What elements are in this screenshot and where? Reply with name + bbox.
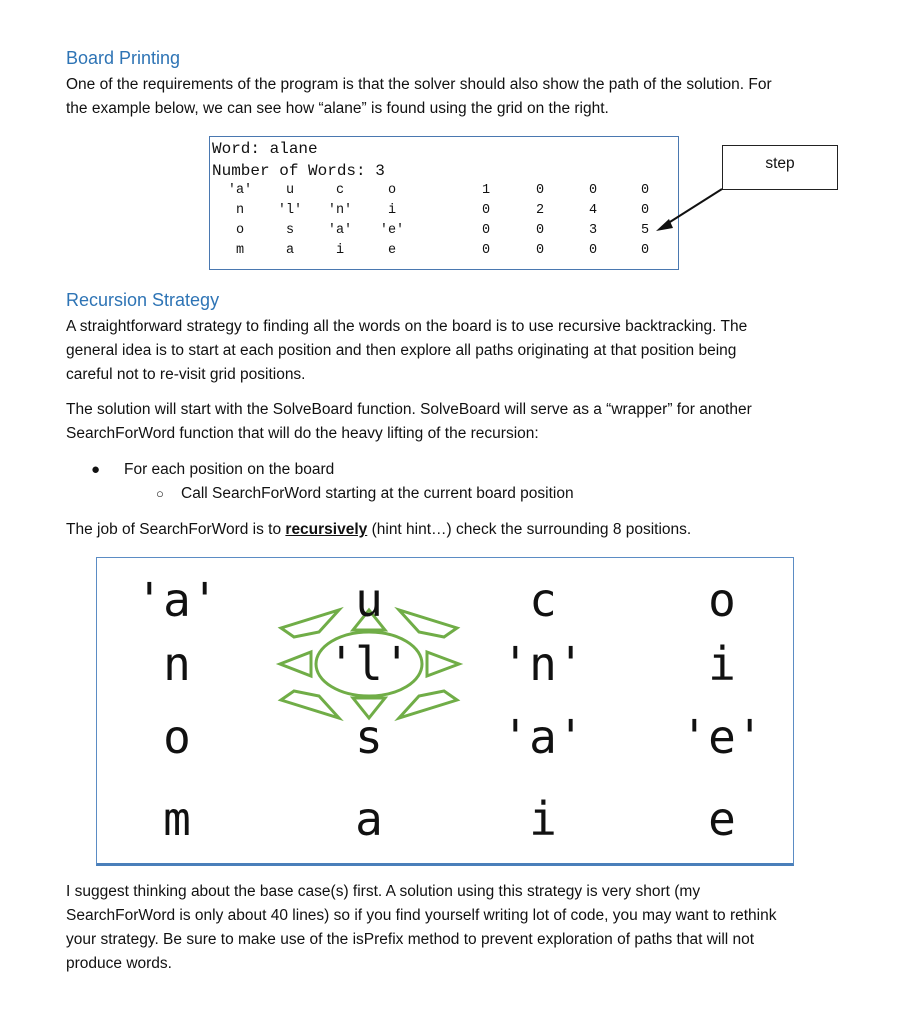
recursion-strategy-heading: Recursion Strategy <box>66 290 220 310</box>
paragraph-line: One of the requirements of the program is that the solver should also show the path of the solution. For <box>66 76 772 93</box>
board-printing-heading: Board Printing <box>66 48 181 68</box>
list-item-text: For each position on the board <box>124 461 335 478</box>
letter-cell: 'a' <box>327 223 353 238</box>
board-letter: 'e' <box>680 710 764 764</box>
letter-cell: 'l' <box>277 203 303 218</box>
sentence-text: The job of SearchForWord is to <box>66 521 286 538</box>
board-letter: u <box>355 573 383 627</box>
step-cell: 0 <box>640 183 650 198</box>
board-letter: 'n' <box>501 637 585 691</box>
paragraph-line: SearchForWord function that will do the heavy lifting of the recursion: <box>66 425 539 442</box>
step-cell: 4 <box>588 203 598 218</box>
board-letter: 'a' <box>135 573 219 627</box>
list-item-text: Call SearchForWord starting at the current board position <box>181 485 574 502</box>
step-cell: 0 <box>588 243 598 258</box>
letter-cell: n <box>235 203 245 218</box>
paragraph-line: the example below, we can see how “alane” is found using the grid on the right. <box>66 100 609 117</box>
closing-paragraph <box>66 880 776 976</box>
board-letter: e <box>708 792 736 846</box>
letter-cell: 'n' <box>327 203 353 218</box>
paragraph-line: A straightforward strategy to finding all the words on the board is to use recursive backtracking. The <box>66 318 748 335</box>
board-letter: m <box>163 792 191 846</box>
letter-cell: 'e' <box>379 223 405 238</box>
letter-cell: 'a' <box>227 183 253 198</box>
paragraph-line: SearchForWord is only about 40 lines) so if you find yourself writing lot of code, you may want to rethink <box>66 907 777 924</box>
letter-cell: s <box>285 223 295 238</box>
step-cell: 0 <box>640 203 650 218</box>
recursion-paragraph-1 <box>66 315 747 387</box>
board-letter: 'l' <box>327 637 411 691</box>
board-letter: c <box>529 573 557 627</box>
step-cell: 0 <box>481 223 491 238</box>
paragraph-line: I suggest thinking about the base case(s) first. A solution using this strategy is very short (my <box>66 883 701 900</box>
step-cell: 0 <box>535 243 545 258</box>
step-cell: 2 <box>535 203 545 218</box>
word-count-line: Number of Words: 3 <box>212 162 385 180</box>
letter-cell: a <box>285 243 295 258</box>
letter-cell: i <box>387 203 397 218</box>
word-line: Word: alane <box>212 140 318 158</box>
paragraph-line: your strategy. Be sure to make use of the isPrefix method to prevent exploration of paths that will not <box>66 931 755 948</box>
paragraph-line: The solution will start with the SolveBoard function. SolveBoard will serve as a “wrapper” for another <box>66 401 752 418</box>
letter-cell: o <box>387 183 397 198</box>
letter-cell: e <box>387 243 397 258</box>
sentence-text: (hint hint…) check the surrounding 8 positions. <box>367 521 692 538</box>
paragraph-line: produce words. <box>66 955 172 972</box>
letter-cell: u <box>285 183 295 198</box>
letter-cell: o <box>235 223 245 238</box>
letter-cell: i <box>335 243 345 258</box>
step-cell: 0 <box>481 203 491 218</box>
paragraph-line: general idea is to start at each position and then explore all paths originating at that position being <box>66 342 737 359</box>
letter-cell: c <box>335 183 345 198</box>
bullet-circle-icon: ○ <box>156 486 164 501</box>
step-cell: 0 <box>535 223 545 238</box>
board-letter: i <box>529 792 557 846</box>
emphasis-text: recursively <box>285 521 368 538</box>
board-letter: i <box>708 637 736 691</box>
board-letter: n <box>163 637 191 691</box>
letter-cell: m <box>235 243 245 258</box>
step-cell: 0 <box>640 243 650 258</box>
step-cell: 1 <box>481 183 491 198</box>
step-cell: 0 <box>588 183 598 198</box>
step-cell: 0 <box>535 183 545 198</box>
callout-arrow-icon <box>0 0 899 300</box>
step-cell: 0 <box>481 243 491 258</box>
step-cell: 3 <box>588 223 598 238</box>
recursion-paragraph-2 <box>66 398 752 446</box>
step-cell: 5 <box>640 223 650 238</box>
bullet-dot-icon: ● <box>91 461 101 478</box>
board-letter: o <box>708 573 736 627</box>
neighbor-diagram <box>96 557 794 866</box>
board-letter: s <box>355 710 383 764</box>
board-letter: o <box>163 710 191 764</box>
board-letter: a <box>355 792 383 846</box>
paragraph-line: careful not to re-visit grid positions. <box>66 366 306 383</box>
search-job-sentence <box>66 518 691 542</box>
board-letter: 'a' <box>501 710 585 764</box>
step-callout: step <box>722 145 838 190</box>
